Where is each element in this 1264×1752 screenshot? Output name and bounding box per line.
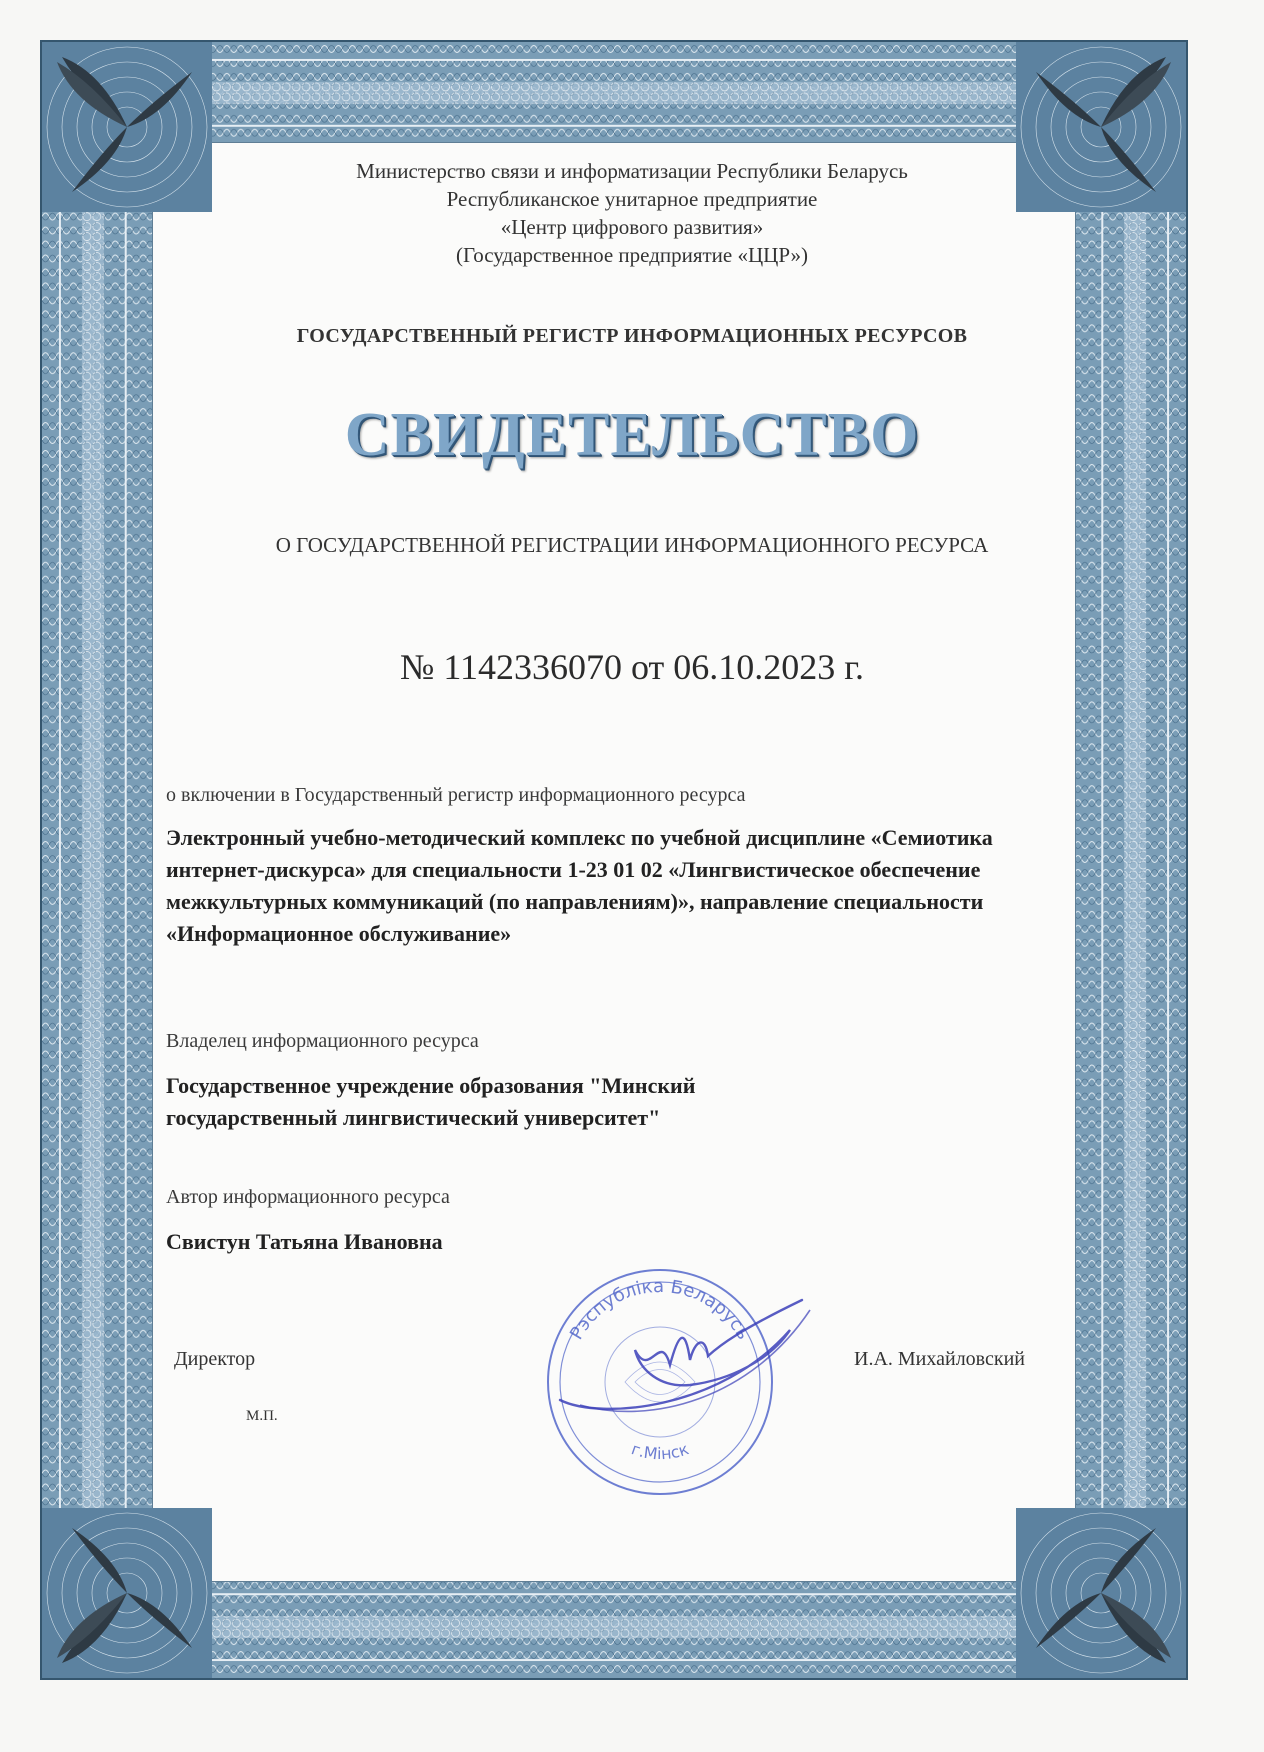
director-signature <box>540 1290 820 1430</box>
issuer-enterprise-name: «Центр цифрового развития» <box>500 215 764 239</box>
certificate-subtitle: О ГОСУДАРСТВЕННОЙ РЕГИСТРАЦИИ ИНФОРМАЦИОННОГО РЕСУРСА <box>275 533 989 557</box>
seal-place-label: М.П. <box>246 1408 278 1424</box>
stamp-outer-text: Рэспубліка Беларусь <box>566 1275 754 1344</box>
resource-name: Электронный учебно-методический комплекс по учебной дисциплине «Семиотика интернет-дискурса» для специальности 1-23 01 02 «Лингвистическое обеспечение межкультурных коммуникаций (по направлениям)», направление специальности «Информационное обслуживание» <box>166 825 993 946</box>
issuer-ministry: Министерство связи и информатизации Республики Беларусь <box>356 159 908 183</box>
corner-leaf-ornament <box>1016 1508 1186 1678</box>
stamp-city: г.Мінск <box>628 1439 692 1464</box>
owner-label: Владелец информационного ресурса <box>166 1030 479 1052</box>
author-name: Свистун Татьяна Ивановна <box>166 1229 443 1254</box>
issuer-short-name: (Государственное предприятие «ЦЦР») <box>455 243 809 267</box>
owner-name: Государственное учреждение образования "Минский государственный лингвистический университет" <box>166 1073 696 1130</box>
svg-text:г.Мінск <box>629 1439 691 1463</box>
certificate-title: СВИДЕТЕЛЬСТВО <box>344 401 920 469</box>
corner-leaf-ornament <box>42 1508 212 1678</box>
signatory-name: И.А. Михайловский <box>854 1348 1025 1370</box>
registry-title: ГОСУДАРСТВЕННЫЙ РЕГИСТР ИНФОРМАЦИОННЫХ РЕСУРСОВ <box>296 325 968 347</box>
issuer-enterprise-type: Республиканское унитарное предприятие <box>446 187 818 211</box>
signatory-position: Директор <box>174 1348 256 1370</box>
certificate-number: № 1142336070 от 06.10.2023 г. <box>400 647 864 687</box>
author-label: Автор информационного ресурса <box>166 1186 450 1208</box>
inclusion-label: о включении в Государственный регистр информационного ресурса <box>166 784 746 806</box>
